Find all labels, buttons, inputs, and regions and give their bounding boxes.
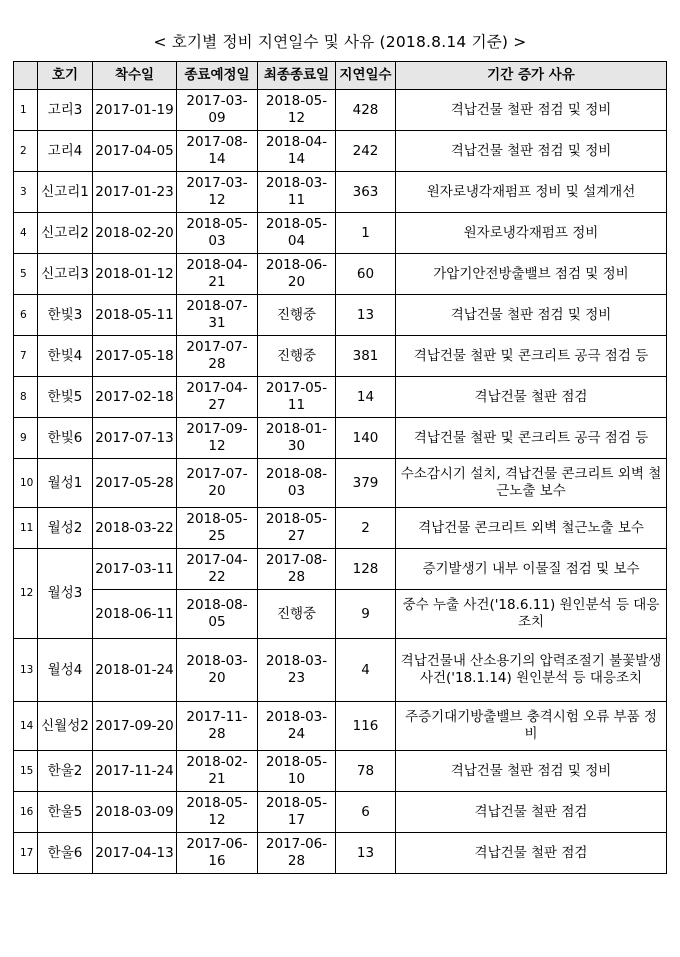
row-final: 2017-06-28	[258, 833, 336, 874]
row-start: 2017-03-11	[93, 549, 177, 590]
row-unit: 신고리3	[38, 254, 93, 295]
row-final: 2018-03-11	[258, 172, 336, 213]
row-reason: 격납건물 철판 점검	[396, 792, 667, 833]
row-reason: 격납건물 철판 점검	[396, 377, 667, 418]
row-final: 2018-08-03	[258, 459, 336, 508]
header-planned-end: 종료예정일	[177, 62, 258, 90]
row-planned: 2017-09-12	[177, 418, 258, 459]
row-reason: 격납건물 철판 및 콘크리트 공극 점검 등	[396, 336, 667, 377]
row-delay: 381	[336, 336, 396, 377]
row-reason: 격납건물내 산소용기의 압력조절기 불꽃발생 사건('18.1.14) 원인분석 등 대응조치	[396, 639, 667, 702]
row-planned: 2018-02-21	[177, 751, 258, 792]
table-row	[14, 508, 667, 549]
row-start: 2017-07-13	[93, 418, 177, 459]
row-start: 2017-11-24	[93, 751, 177, 792]
table-row	[14, 295, 667, 336]
row-final: 진행중	[258, 336, 336, 377]
row-unit: 한울6	[38, 833, 93, 874]
table-row	[14, 792, 667, 833]
row-unit: 한빛3	[38, 295, 93, 336]
row-final: 2018-01-30	[258, 418, 336, 459]
row-start: 2017-09-20	[93, 702, 177, 751]
table-row	[14, 418, 667, 459]
table-row	[14, 549, 667, 590]
row-no: 15	[14, 751, 38, 792]
row-unit: 한울2	[38, 751, 93, 792]
row-reason: 격납건물 철판 점검 및 정비	[396, 295, 667, 336]
row-start: 2017-05-28	[93, 459, 177, 508]
row-start: 2018-03-09	[93, 792, 177, 833]
row-unit: 신월성2	[38, 702, 93, 751]
row-planned: 2017-03-12	[177, 172, 258, 213]
header-no	[14, 62, 38, 90]
row-unit: 월성4	[38, 639, 93, 702]
row-final: 진행중	[258, 295, 336, 336]
row-reason: 중수 누출 사건('18.6.11) 원인분석 등 대응조치	[396, 590, 667, 639]
row-final: 진행중	[258, 590, 336, 639]
row-no: 11	[14, 508, 38, 549]
row-planned: 2017-06-16	[177, 833, 258, 874]
row-start: 2018-01-12	[93, 254, 177, 295]
row-planned: 2018-04-21	[177, 254, 258, 295]
row-planned: 2018-05-25	[177, 508, 258, 549]
row-delay: 128	[336, 549, 396, 590]
table-row	[14, 459, 667, 508]
row-no: 17	[14, 833, 38, 874]
row-delay: 14	[336, 377, 396, 418]
row-final: 2018-05-27	[258, 508, 336, 549]
row-delay: 4	[336, 639, 396, 702]
row-reason: 격납건물 철판 및 콘크리트 공극 점검 등	[396, 418, 667, 459]
header-reason: 기간 증가 사유	[396, 62, 667, 90]
row-no: 8	[14, 377, 38, 418]
row-reason: 수소감시기 설치, 격납건물 콘크리트 외벽 철근노출 보수	[396, 459, 667, 508]
row-start: 2018-02-20	[93, 213, 177, 254]
row-delay: 13	[336, 295, 396, 336]
delay-table	[13, 61, 667, 874]
row-no: 13	[14, 639, 38, 702]
row-unit: 한빛4	[38, 336, 93, 377]
table-row	[14, 336, 667, 377]
row-unit: 한빛5	[38, 377, 93, 418]
row-delay: 140	[336, 418, 396, 459]
row-unit: 한울5	[38, 792, 93, 833]
row-reason: 가압기안전방출밸브 점검 및 정비	[396, 254, 667, 295]
row-unit: 고리3	[38, 90, 93, 131]
row-final: 2018-04-14	[258, 131, 336, 172]
row-no: 10	[14, 459, 38, 508]
table-row	[14, 131, 667, 172]
row-no: 2	[14, 131, 38, 172]
row-start: 2017-04-05	[93, 131, 177, 172]
row-planned: 2017-07-28	[177, 336, 258, 377]
row-start: 2017-05-18	[93, 336, 177, 377]
row-final: 2018-03-23	[258, 639, 336, 702]
row-delay: 363	[336, 172, 396, 213]
row-unit: 월성1	[38, 459, 93, 508]
row-delay: 60	[336, 254, 396, 295]
table-row	[14, 702, 667, 751]
row-planned: 2018-08-05	[177, 590, 258, 639]
row-reason: 증기발생기 내부 이물질 점검 및 보수	[396, 549, 667, 590]
row-unit: 한빛6	[38, 418, 93, 459]
row-start: 2018-06-11	[93, 590, 177, 639]
row-planned: 2018-05-12	[177, 792, 258, 833]
table-row	[14, 213, 667, 254]
row-planned: 2017-07-20	[177, 459, 258, 508]
row-no: 1	[14, 90, 38, 131]
row-delay: 9	[336, 590, 396, 639]
row-start: 2018-01-24	[93, 639, 177, 702]
row-delay: 13	[336, 833, 396, 874]
row-final: 2018-05-10	[258, 751, 336, 792]
row-planned: 2018-03-20	[177, 639, 258, 702]
row-planned: 2018-05-03	[177, 213, 258, 254]
row-no: 14	[14, 702, 38, 751]
header-start: 착수일	[93, 62, 177, 90]
row-final: 2018-05-04	[258, 213, 336, 254]
row-delay: 242	[336, 131, 396, 172]
row-planned: 2017-04-27	[177, 377, 258, 418]
row-delay: 2	[336, 508, 396, 549]
row-start: 2017-02-18	[93, 377, 177, 418]
table-row	[14, 377, 667, 418]
row-unit: 신고리2	[38, 213, 93, 254]
row-delay: 78	[336, 751, 396, 792]
row-unit: 월성2	[38, 508, 93, 549]
row-no: 12	[14, 549, 38, 639]
header-delay-days: 지연일수	[336, 62, 396, 90]
row-reason: 원자로냉각재펌프 정비	[396, 213, 667, 254]
row-final: 2018-05-12	[258, 90, 336, 131]
row-no: 9	[14, 418, 38, 459]
table-row	[14, 639, 667, 702]
row-final: 2017-05-11	[258, 377, 336, 418]
row-no: 4	[14, 213, 38, 254]
row-delay: 6	[336, 792, 396, 833]
row-reason: 격납건물 철판 점검 및 정비	[396, 90, 667, 131]
row-reason: 원자로냉각재펌프 정비 및 설계개선	[396, 172, 667, 213]
table-row	[14, 833, 667, 874]
row-reason: 격납건물 철판 점검 및 정비	[396, 131, 667, 172]
row-planned: 2017-11-28	[177, 702, 258, 751]
row-start: 2018-03-22	[93, 508, 177, 549]
row-no: 3	[14, 172, 38, 213]
row-reason: 격납건물 철판 점검	[396, 833, 667, 874]
row-no: 7	[14, 336, 38, 377]
header-unit: 호기	[38, 62, 93, 90]
page-title: < 호기별 정비 지연일수 및 사유 (2018.8.14 기준) >	[153, 33, 527, 51]
row-delay: 116	[336, 702, 396, 751]
row-start: 2018-05-11	[93, 295, 177, 336]
row-planned: 2018-07-31	[177, 295, 258, 336]
row-start: 2017-04-13	[93, 833, 177, 874]
row-unit: 월성3	[38, 549, 93, 639]
row-planned: 2017-04-22	[177, 549, 258, 590]
header-final-end: 최종종료일	[258, 62, 336, 90]
row-final: 2018-06-20	[258, 254, 336, 295]
row-final: 2018-05-17	[258, 792, 336, 833]
row-delay: 428	[336, 90, 396, 131]
row-final: 2018-03-24	[258, 702, 336, 751]
row-unit: 고리4	[38, 131, 93, 172]
row-reason: 격납건물 철판 점검 및 정비	[396, 751, 667, 792]
row-delay: 379	[336, 459, 396, 508]
table-row	[14, 751, 667, 792]
row-planned: 2017-08-14	[177, 131, 258, 172]
header-row	[14, 62, 667, 90]
row-final: 2017-08-28	[258, 549, 336, 590]
row-reason: 주증기대기방출밸브 충격시험 오류 부품 정비	[396, 702, 667, 751]
table-row	[14, 254, 667, 295]
row-start: 2017-01-23	[93, 172, 177, 213]
table-row	[14, 172, 667, 213]
row-unit: 신고리1	[38, 172, 93, 213]
row-no: 5	[14, 254, 38, 295]
row-delay: 1	[336, 213, 396, 254]
row-reason: 격납건물 콘크리트 외벽 철근노출 보수	[396, 508, 667, 549]
row-planned: 2017-03-09	[177, 90, 258, 131]
row-no: 16	[14, 792, 38, 833]
table-row	[14, 90, 667, 131]
row-no: 6	[14, 295, 38, 336]
row-start: 2017-01-19	[93, 90, 177, 131]
table-row	[14, 590, 667, 639]
